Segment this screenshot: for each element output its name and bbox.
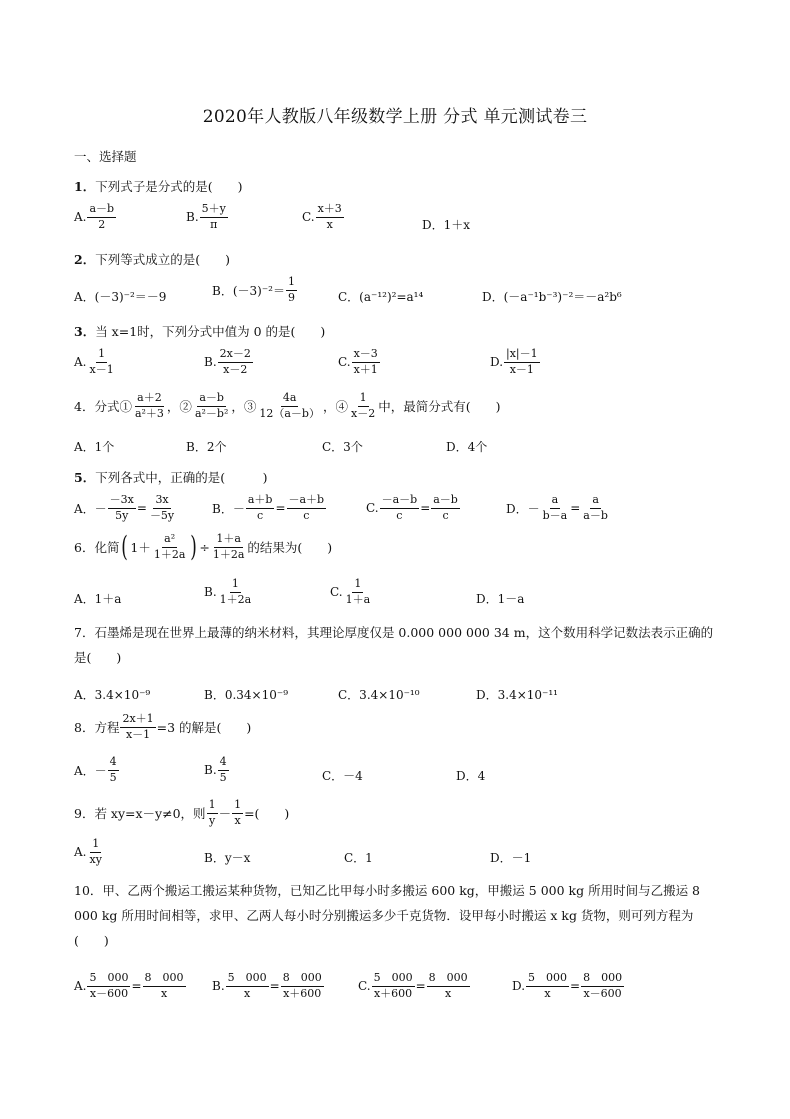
q6-option-d: D．1－a: [476, 592, 525, 606]
q8-option-a: A．－ $\frac{4}{5}$: [74, 755, 117, 784]
q1-option-a: A. $\frac{a-b}{2}$: [74, 202, 115, 231]
page-title: 2020年人教版八年级数学上册 分式 单元测试卷三: [202, 107, 588, 127]
q9-option-d: D．－1: [490, 851, 532, 865]
q9-option-a: A. $\frac{1}{xy}$: [74, 837, 102, 866]
q3-option-a: A. $\frac{1}{x-1}$: [74, 347, 114, 376]
q4-option-d: D．4个: [446, 440, 488, 454]
q1-option-b: B. $\frac{5+y}{\pi}$: [186, 202, 226, 231]
question-6: 6．化简 ( 1＋ $\frac{\text{a²}}{1+2a}$ ) ÷ $\frac{1+a}{1+2a}$ 的结果为( ): [74, 530, 333, 564]
question-3: 3． 当 x=1时，下列分式中值为 0 的是( ): [74, 324, 326, 339]
q7-option-c: C．3.4×10⁻¹⁰: [338, 688, 420, 702]
q6-option-b: B. $\frac{1}{1+2a}$: [204, 577, 252, 606]
q3-option-c: C. $\frac{x-3}{x+1}$: [338, 347, 378, 376]
question-10: 10．甲、乙两个搬运工搬运某种货物，已知乙比甲每小时多搬运 600 kg，甲搬运 5 000 kg 所用时间与乙搬运 8 000 kg 所用时间相等，求甲、乙两人每小时分别搬运多少千克货物．设甲每小时搬运 x kg 货物，则可列方程为( ): [74, 883, 700, 948]
q7-option-a: A．3.4×10⁻⁹: [74, 688, 151, 702]
q10-option-b: B. $\frac{5 000}{x}$ = $\frac{8 000}{x+600}$: [212, 971, 322, 1000]
q4-option-b: B．2个: [186, 440, 227, 454]
question-9: 9．若 xy=x－y≠0，则 $\frac{1}{y}$ － $\frac{1}{x}$ =( ): [74, 798, 290, 827]
question-2: 2． 下列等式成立的是( ): [74, 252, 230, 267]
q5-option-a: A．－ $\frac{-3x}{5y}$ = $\frac{3x}{-5y}$: [74, 493, 175, 522]
q9-option-b: B．y－x: [204, 851, 251, 865]
q4-option-a: A．1个: [74, 440, 115, 454]
q8-option-b: B. $\frac{4}{5}$: [204, 755, 227, 784]
question-1: 1． 下列式子是分式的是( ): [74, 179, 243, 194]
q5-option-c: C. $\frac{-a-b}{c}$ = $\frac{a-b}{c}$: [366, 493, 458, 522]
question-7: 7．石墨烯是现在世界上最薄的纳米材料，其理论厚度仅是 0.000 000 000 34 m，这个数用科学记数法表示正确的是( ): [74, 625, 714, 665]
question-4: 4．分式① $\frac{a+2}{\text{a²＋3}}$ ，② $\frac{a-b}{\text{a²－b²}}$ ，③ $\frac{4a}{12(a-b)}$ ，④ $\frac{1}{x-2}$ 中，最简分式有( ): [74, 391, 501, 420]
q2-option-a: A．(－3)⁻²＝－9: [74, 290, 167, 304]
q10-option-a: A. $\frac{5 000}{x-600}$ = $\frac{8 000}{x}$: [74, 971, 184, 1000]
q3-option-b: B. $\frac{2x-2}{x-2}$: [204, 347, 251, 376]
section-heading: 一、选择题: [74, 149, 137, 164]
q10-option-d: D. $\frac{5 000}{x}$ = $\frac{8 000}{x-600}$: [512, 971, 623, 1000]
q7-option-b: B．0.34×10⁻⁹: [204, 688, 289, 702]
q4-option-c: C．3个: [322, 440, 363, 454]
q2-option-c: C．(a⁻¹²)²=a¹⁴: [338, 290, 424, 304]
q1-option-d: D．1＋x: [422, 218, 471, 232]
q6-option-a: A．1＋a: [74, 592, 122, 606]
question-5: 5． 下列各式中，正确的是( ): [74, 470, 268, 485]
q7-option-d: D．3.4×10⁻¹¹: [476, 688, 558, 702]
q3-option-d: D. $\frac{|x|-1}{x-1}$: [490, 347, 538, 376]
q6-option-c: C. $\frac{1}{1+a}$: [330, 577, 371, 606]
q10-option-c: C. $\frac{5 000}{x+600}$ = $\frac{8 000}{x}$: [358, 971, 468, 1000]
q2-option-d: D．(－a⁻¹b⁻³)⁻²＝－a²b⁶: [482, 290, 622, 304]
q1-option-c: C. $\frac{x+3}{x}$: [302, 202, 342, 231]
q5-option-b: B．－ $\frac{a+b}{c}$ = $\frac{-a+b}{c}$: [212, 493, 325, 522]
question-8: 8．方程 $\frac{2x+1}{x-1}$ =3 的解是( ): [74, 712, 252, 741]
q5-option-d: D．－ $\frac{a}{b-a}$ = $\frac{a}{a-b}$: [506, 493, 608, 522]
q8-option-d: D．4: [456, 769, 486, 783]
q9-option-c: C．1: [344, 851, 373, 865]
q8-option-c: C．－4: [322, 769, 363, 783]
q2-option-b: B．(－3)⁻²＝ $\frac{1}{9}$: [212, 275, 295, 304]
